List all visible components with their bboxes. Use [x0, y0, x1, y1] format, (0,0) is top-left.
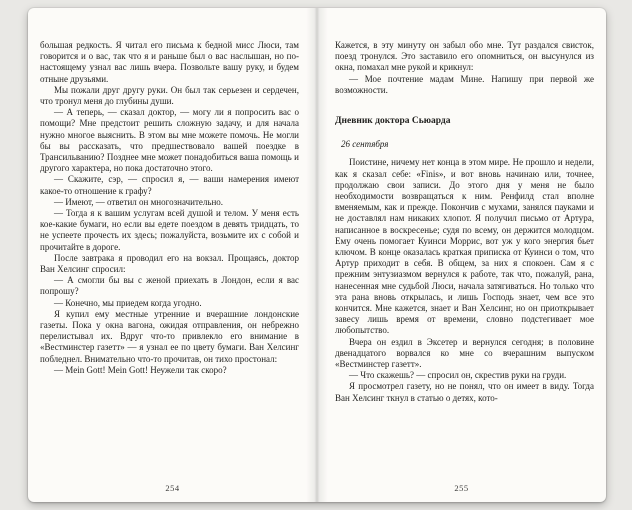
paragraph: — А теперь, — сказал доктор, — могу ли я попросить вас о помощи? Мне предстоит решить сложную задачу, и для начала нужно многое выяснить. В этом вы мне можете помочь. Не могли бы вы рассказать, что предшествовало вашей поездке в Трансильванию? Позднее мне может понадобиться ваша помощь и другого характера, но пока достаточно этого. — [40, 107, 299, 174]
entry-date: 26 сентября — [341, 139, 389, 150]
paragraph: — А смогли бы вы с женой приехать в Лондон, если я вас попрошу? — [40, 275, 299, 297]
left-page — [28, 8, 317, 502]
paragraph: Кажется, в эту минуту он забыл обо мне. Тут раздался свисток, поезд тронулся. Это заставило его опомниться, он высунулся из окна, помахал мне рукой и крикнул: — [335, 40, 594, 73]
paragraph: — Скажите, сэр, — спросил я, — ваши намерения имеют какое-то отношение к графу? — [40, 174, 299, 196]
paragraph: Я купил ему местные утренние и вчерашние лондонские газеты. Пока у окна вагона, ожидая отправления, он небрежно перелистывал их. Вдруг что-то привлекло его внимание в «Вестминстер газетт» — я узнал ее по цвету бумаги. Ван Хелсинг побледнел. Внимательно что-то прочитав, он тихо простонал: — [40, 308, 299, 364]
paragraph: — Мое почтение мадам Мине. Напишу при первой же возможности. — [335, 73, 594, 95]
paragraph: После завтрака я проводил его на вокзал. Прощаясь, доктор Ван Хелсинг спросил: — [40, 252, 299, 275]
book-spread — [28, 8, 606, 502]
paragraph: — Имеют, — ответил он многозначительно. — [54, 196, 224, 207]
page-number-right: 255 — [454, 483, 469, 493]
chapter-heading: Дневник доктора Сьюарда — [335, 116, 451, 127]
paragraph: — Конечно, мы приедем когда угодно. — [54, 297, 202, 308]
right-page-text — [335, 40, 594, 404]
paragraph: — Mein Gott! Mein Gott! Неужели так скоро? — [54, 364, 227, 375]
left-page-text — [40, 40, 299, 376]
paragraph: Мы пожали друг другу руки. Он был так серьезен и сердечен, что тронул меня до глубины души. — [40, 84, 299, 107]
paragraph: Вчера он ездил в Эксетер и вернулся сегодня; в половине двенадцатого ворвался ко мне со вчерашним выпуском «Вестминстер газетт». — [335, 336, 594, 370]
right-page — [317, 8, 606, 502]
paragraph: — Тогда я к вашим услугам всей душой и телом. У меня есть кое-какие бумаги, но если вы едете поездом в девять тридцать, то не успеете прочесть их здесь; пожалуйста, возьмите их с собой и прочитайте в дороге. — [40, 208, 299, 252]
paragraph: большая редкость. Я читал его письма к бедной мисс Люси, там говорится и о вас, так что я и раньше был о вас наслышан, но по-настоящему узнал вас лишь вчера. Позвольте вашу руку, и будем отныне друзьями. — [40, 40, 299, 84]
paragraph: Поистине, ничему нет конца в этом мире. Не прошло и недели, как я сказал себе: «Finis», и вот вновь начинаю или, точнее, продолжаю свои записи. До этого дня у меня не было необходимости возвращаться к ним. Ренфилд стал вполне вменяемым, как и прежде. Покончив с мухами, занялся пауками и не доставлял нам никаких хлопот. Я получил письмо от Артура, написанное в воскресенье; судя по всему, он держится молодцом. Ему очень помогает Куинси Моррис, вот уж у кого энергия бьет ключом. В конце оказалась краткая приписка от Куинси о том, что Артур приходит в себя. В общем, за них я спокоен. Сам я с прежним энтузиазмом вернулся к работе, так что, пожалуй, рана, нанесенная мне судьбой Люси, начала затягиваться. Но только что эта рана вновь открылась, и лишь Господь знает, чем все это кончится. Мне кажется, знает и Ван Хелсинг, но он приоткрывает завесу лишь время от времени, словно подстегивает мое любопытство. — [335, 157, 594, 336]
paragraph: Я просмотрел газету, но не понял, что он имеет в виду. Тогда Ван Хелсинг ткнул в статью о детях, кото- — [335, 381, 594, 403]
paragraph: — Что скажешь? — спросил он, скрестив руки на груди. — [349, 370, 567, 381]
page-number-left: 254 — [165, 483, 180, 493]
